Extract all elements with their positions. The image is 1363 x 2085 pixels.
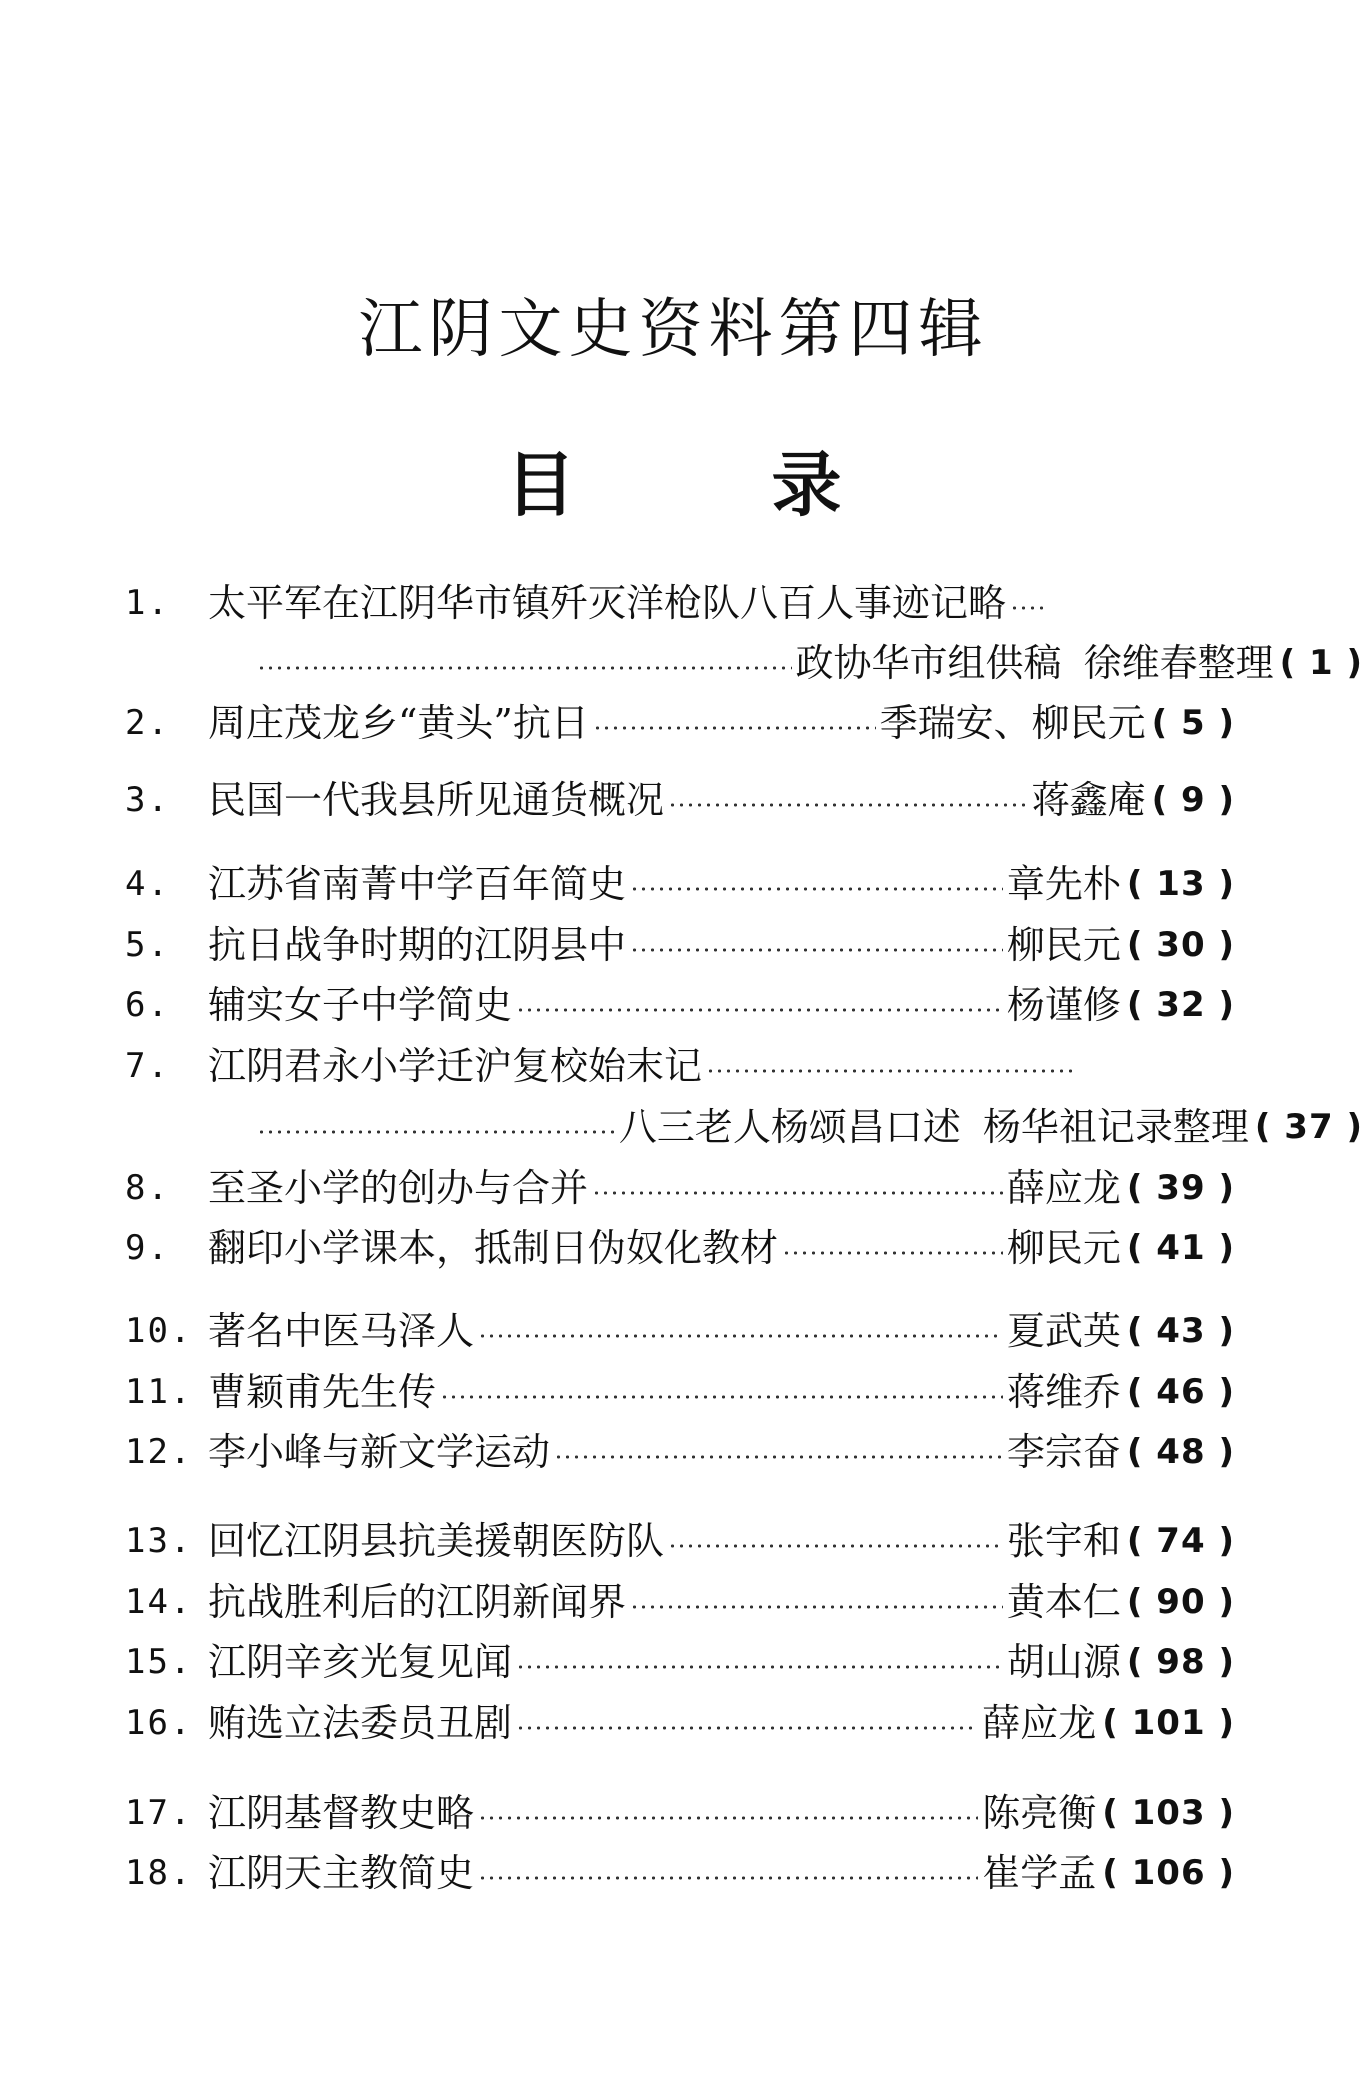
entry-author: 蒋维乔 [1006, 1370, 1121, 1414]
toc-entry-4[interactable] [125, 856, 1235, 912]
entry-page: ( 48 ) [1126, 1432, 1235, 1472]
leader-dots [630, 947, 1003, 953]
toc-entry-11[interactable] [125, 1364, 1235, 1420]
leader-dots [257, 1129, 615, 1135]
leader-dots [554, 1454, 1003, 1460]
leader-dots [782, 1250, 1003, 1256]
entry-contributor: 八三老人杨颂昌口述 [618, 1105, 961, 1149]
leader-dots [668, 802, 1028, 808]
leader-dots [516, 1007, 1003, 1013]
entry-author: 杨华祖记录整理 [982, 1105, 1249, 1149]
entry-author: 杨谨修 [1006, 983, 1121, 1027]
toc-entry-12[interactable] [125, 1424, 1235, 1480]
book-title: 江阴文史资料第四辑 [358, 293, 989, 367]
leader-dots [668, 1543, 1003, 1549]
toc-entry-7-continuation[interactable] [125, 1099, 1363, 1155]
entry-title: 回忆江阴县抗美援朝医防队 [208, 1519, 665, 1563]
entry-page: ( 30 ) [1126, 925, 1235, 965]
entry-author: 张宇和 [1006, 1519, 1121, 1563]
entry-number: 10. [125, 1311, 193, 1351]
entry-author: 崔学孟 [982, 1851, 1097, 1895]
entry-title: 贿选立法委员丑剧 [208, 1701, 513, 1745]
entry-author: 徐维春整理 [1083, 641, 1274, 685]
entry-number: 7. [125, 1046, 170, 1086]
entry-title: 江阴基督教史略 [208, 1791, 475, 1835]
entry-page: ( 98 ) [1126, 1642, 1235, 1682]
entry-page: ( 32 ) [1126, 985, 1235, 1025]
leader-dots [440, 1394, 1003, 1400]
entry-title: 江苏省南菁中学百年简史 [208, 862, 627, 906]
entry-number: 15. [125, 1642, 193, 1682]
entry-title: 江阴君永小学迁沪复校始末记 [208, 1044, 703, 1088]
entry-page: ( 101 ) [1102, 1703, 1235, 1743]
entry-page: ( 43 ) [1126, 1311, 1235, 1351]
toc-entry-16[interactable] [125, 1695, 1235, 1751]
leader-dots [1010, 605, 1048, 611]
entry-page: ( 9 ) [1151, 780, 1235, 820]
entry-number: 13. [125, 1521, 193, 1561]
entry-author: 薛应龙 [1006, 1166, 1121, 1210]
entry-number: 1. [125, 583, 170, 623]
entry-number: 14. [125, 1582, 193, 1622]
toc-entry-8[interactable] [125, 1160, 1235, 1216]
toc-entry-3[interactable] [125, 772, 1235, 828]
entry-author: 李宗奋 [1006, 1430, 1121, 1474]
leader-dots [592, 1190, 1003, 1196]
toc-entry-14[interactable] [125, 1574, 1235, 1630]
entry-author: 薛应龙 [982, 1701, 1097, 1745]
entry-page: ( 103 ) [1102, 1793, 1235, 1833]
entry-number: 3. [125, 780, 170, 820]
entry-author: 柳民元 [1006, 923, 1121, 967]
entry-title: 太平军在江阴华市镇歼灭洋枪队八百人事迹记略 [208, 581, 1007, 625]
entry-title: 周庄茂龙乡“黄头”抗日 [208, 701, 589, 745]
entry-number: 12. [125, 1432, 193, 1472]
entry-author: 胡山源 [1006, 1640, 1121, 1684]
entry-title: 抗日战争时期的江阴县中 [208, 923, 627, 967]
entry-author: 黄本仁 [1006, 1580, 1121, 1624]
entry-page: ( 37 ) [1254, 1107, 1363, 1147]
entry-title: 李小峰与新文学运动 [208, 1430, 551, 1474]
entry-author: 夏武英 [1006, 1309, 1121, 1353]
entry-title: 翻印小学课本，抵制日伪奴化教材 [208, 1226, 779, 1270]
toc-entry-18[interactable] [125, 1845, 1235, 1901]
toc-entry-2[interactable] [125, 695, 1235, 751]
toc-entry-9[interactable] [125, 1220, 1235, 1276]
entry-author: 季瑞安、柳民元 [879, 701, 1146, 745]
entry-author: 陈亮衡 [982, 1791, 1097, 1835]
entry-title: 曹颖甫先生传 [208, 1370, 437, 1414]
toc-entry-5[interactable] [125, 917, 1235, 973]
leader-dots [706, 1068, 1076, 1074]
toc-entry-7[interactable] [125, 1038, 1235, 1094]
entry-page: ( 74 ) [1126, 1521, 1235, 1561]
entry-title: 民国一代我县所见通货概况 [208, 778, 665, 822]
toc-entry-17[interactable] [125, 1785, 1235, 1841]
toc-heading-left: 目 [505, 444, 576, 526]
entry-number: 4. [125, 864, 170, 904]
leader-dots [257, 665, 792, 671]
entry-title: 江阴辛亥光复见闻 [208, 1640, 513, 1684]
entry-title: 江阴天主教简史 [208, 1851, 475, 1895]
entry-page: ( 106 ) [1102, 1853, 1235, 1893]
entry-page: ( 41 ) [1126, 1228, 1235, 1268]
entry-page: ( 1 ) [1279, 643, 1363, 683]
leader-dots [478, 1333, 1003, 1339]
entry-author: 蒋鑫庵 [1031, 778, 1146, 822]
leader-dots [593, 725, 876, 731]
entry-page: ( 5 ) [1151, 703, 1235, 743]
entry-title: 抗战胜利后的江阴新闻界 [208, 1580, 627, 1624]
entry-contributor: 政协华市组供稿 [795, 641, 1062, 685]
leader-dots [478, 1815, 978, 1821]
toc-heading-right: 录 [771, 444, 842, 526]
toc-entry-1[interactable] [125, 575, 1235, 631]
entry-title: 著名中医马泽人 [208, 1309, 475, 1353]
entry-page: ( 13 ) [1126, 864, 1235, 904]
leader-dots [630, 1604, 1003, 1610]
entry-number: 2. [125, 703, 170, 743]
entry-number: 8. [125, 1168, 170, 1208]
toc-entry-13[interactable] [125, 1513, 1235, 1569]
entry-number: 5. [125, 925, 170, 965]
leader-dots [516, 1725, 978, 1731]
table-of-contents [125, 0, 1363, 2085]
leader-dots [478, 1875, 978, 1881]
leader-dots [630, 886, 1003, 892]
entry-number: 6. [125, 985, 170, 1025]
entry-author: 章先朴 [1006, 862, 1121, 906]
entry-page: ( 90 ) [1126, 1582, 1235, 1622]
entry-author: 柳民元 [1006, 1226, 1121, 1270]
toc-entry-15[interactable] [125, 1634, 1235, 1690]
entry-page: ( 46 ) [1126, 1372, 1235, 1412]
entry-number: 17. [125, 1793, 193, 1833]
entry-title: 辅实女子中学简史 [208, 983, 513, 1027]
toc-entry-10[interactable] [125, 1303, 1235, 1359]
toc-entry-1-continuation[interactable] [125, 635, 1363, 691]
entry-page: ( 39 ) [1126, 1168, 1235, 1208]
entry-number: 11. [125, 1372, 193, 1412]
entry-number: 16. [125, 1703, 193, 1743]
leader-dots [516, 1664, 1003, 1670]
entry-number: 9. [125, 1228, 170, 1268]
entry-title: 至圣小学的创办与合并 [208, 1166, 589, 1210]
toc-entry-6[interactable] [125, 977, 1235, 1033]
entry-number: 18. [125, 1853, 193, 1893]
